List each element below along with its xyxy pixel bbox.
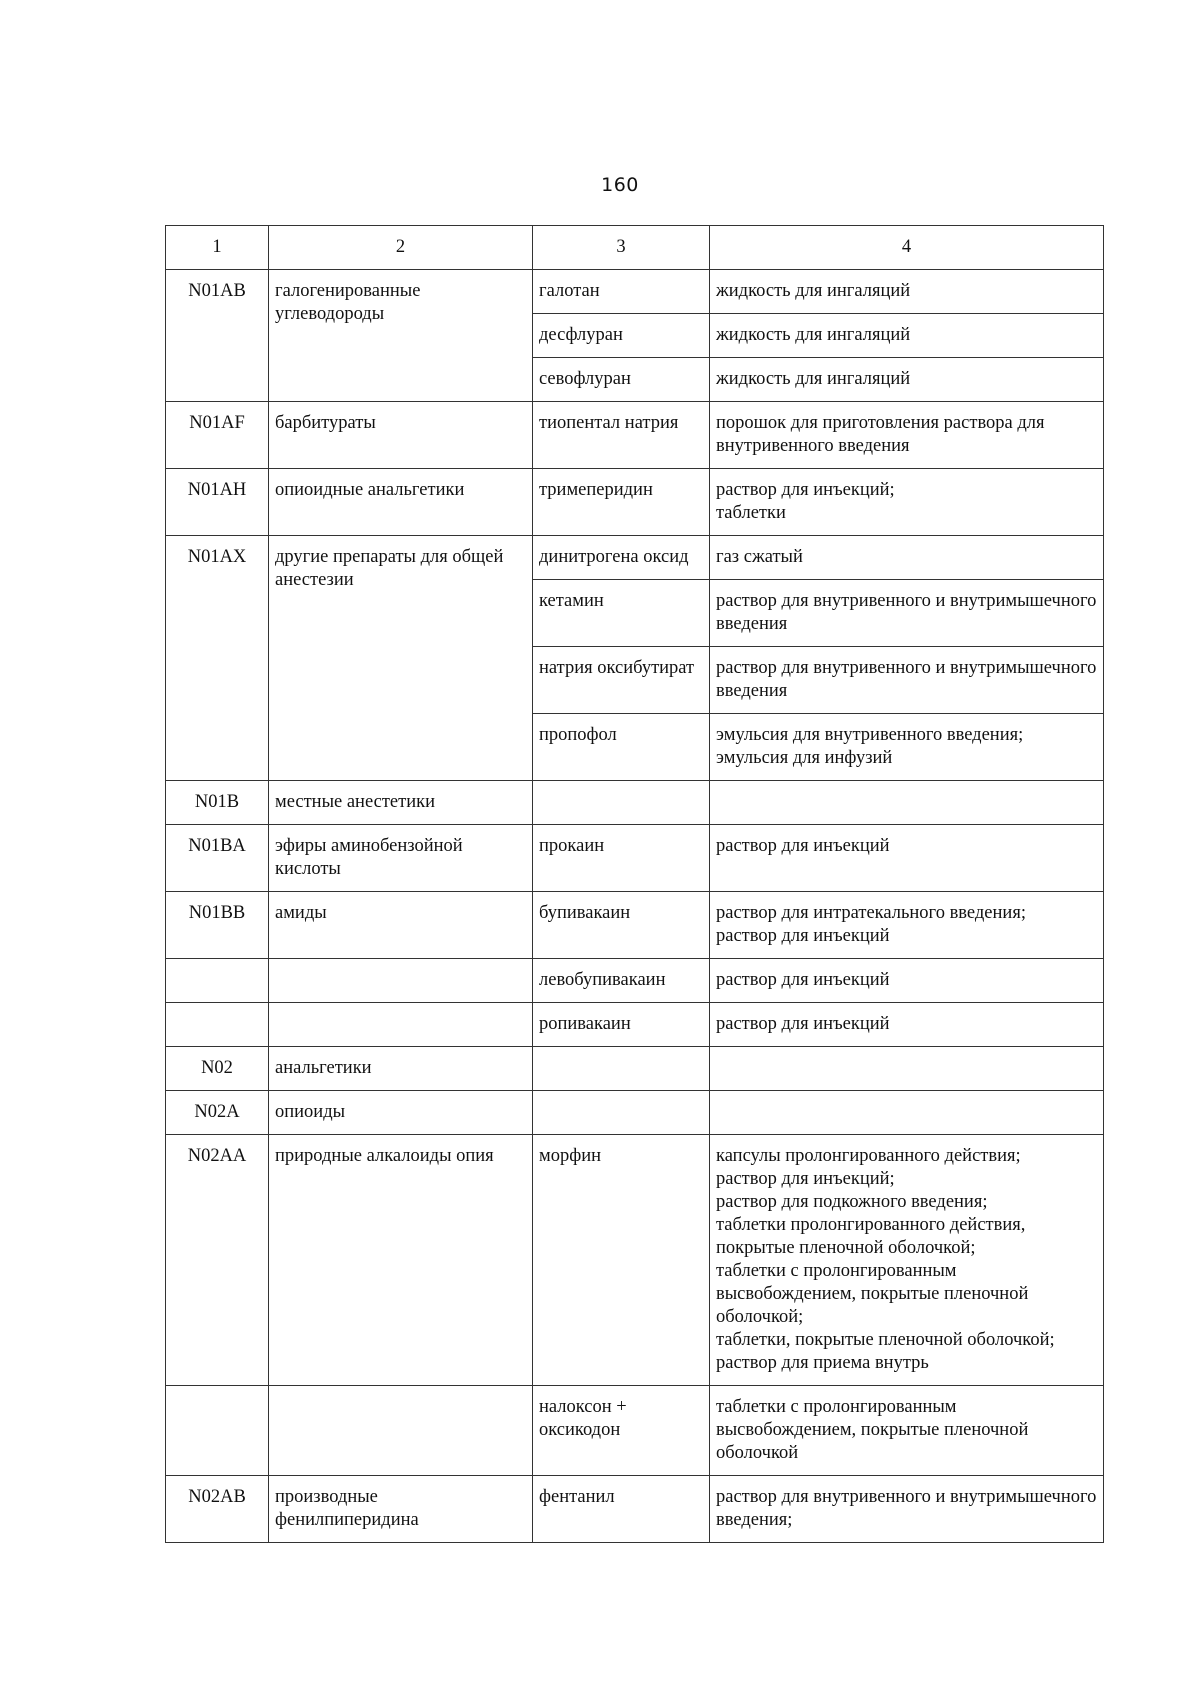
dosage-form-cell: раствор для внутривенного и внутримышечного введения (710, 580, 1104, 647)
atc-code-cell: N02A (166, 1091, 269, 1135)
drug-name-cell: галотан (533, 270, 710, 314)
atc-code-cell: N02AA (166, 1135, 269, 1386)
group-description-cell: опиоиды (269, 1091, 533, 1135)
dosage-form-cell: эмульсия для внутривенного введения; эмульсия для инфузий (710, 714, 1104, 781)
drug-name-cell: прокаин (533, 825, 710, 892)
dosage-form-cell: жидкость для ингаляций (710, 270, 1104, 314)
atc-code-cell: N01AF (166, 402, 269, 469)
dosage-form-cell: раствор для инъекций; таблетки (710, 469, 1104, 536)
drug-name-cell (533, 781, 710, 825)
atc-code-cell: N01B (166, 781, 269, 825)
dosage-form-cell: порошок для приготовления раствора для внутривенного введения (710, 402, 1104, 469)
drug-name-cell (533, 1091, 710, 1135)
table-row (166, 1386, 1104, 1476)
drug-table (165, 225, 1104, 1543)
atc-code-cell: N01AX (166, 536, 269, 781)
group-description-cell: амиды (269, 892, 533, 959)
dosage-form-cell: жидкость для ингаляций (710, 358, 1104, 402)
column-header-4: 4 (710, 226, 1104, 270)
group-description-cell (269, 959, 533, 1003)
drug-name-cell: динитрогена оксид (533, 536, 710, 580)
group-description-cell: опиоидные анальгетики (269, 469, 533, 536)
drug-name-cell: севофлуран (533, 358, 710, 402)
dosage-form-cell (710, 1047, 1104, 1091)
group-description-cell: галогенированные углеводороды (269, 270, 533, 402)
table-row (166, 1047, 1104, 1091)
group-description-cell: анальгетики (269, 1047, 533, 1091)
table-row (166, 536, 1104, 580)
atc-code-cell: N02AB (166, 1476, 269, 1543)
table-row (166, 959, 1104, 1003)
table-header-row (166, 226, 1104, 270)
table-row (166, 469, 1104, 536)
table-row (166, 270, 1104, 314)
dosage-form-cell: раствор для инъекций (710, 1003, 1104, 1047)
dosage-form-cell (710, 1091, 1104, 1135)
dosage-form-cell: жидкость для ингаляций (710, 314, 1104, 358)
drug-name-cell: левобупивакаин (533, 959, 710, 1003)
group-description-cell: производные фенилпиперидина (269, 1476, 533, 1543)
dosage-form-cell: раствор для интратекального введения; раствор для инъекций (710, 892, 1104, 959)
atc-code-cell (166, 1386, 269, 1476)
atc-code-cell (166, 959, 269, 1003)
dosage-form-cell: раствор для внутривенного и внутримышечного введения (710, 647, 1104, 714)
atc-code-cell: N01AH (166, 469, 269, 536)
atc-code-cell: N01BA (166, 825, 269, 892)
atc-code-cell: N02 (166, 1047, 269, 1091)
table-row (166, 1135, 1104, 1386)
group-description-cell: природные алкалоиды опия (269, 1135, 533, 1386)
dosage-form-cell: капсулы пролонгированного действия; раствор для инъекций; раствор для подкожного введения; таблетки пролонгированного действия, покрытые пленочной оболочкой; таблетки с пролонгированным высвобождением, покрытые пленочной оболочкой; таблетки, покрытые пленочной оболочкой; раствор для приема внутрь (710, 1135, 1104, 1386)
drug-name-cell: кетамин (533, 580, 710, 647)
column-header-3: 3 (533, 226, 710, 270)
table-row (166, 892, 1104, 959)
table-row (166, 1003, 1104, 1047)
table-row (166, 1476, 1104, 1543)
table-row (166, 402, 1104, 469)
dosage-form-cell: раствор для инъекций (710, 959, 1104, 1003)
group-description-cell (269, 1386, 533, 1476)
table-row (166, 781, 1104, 825)
dosage-form-cell: таблетки с пролонгированным высвобождением, покрытые пленочной оболочкой (710, 1386, 1104, 1476)
table-row (166, 1091, 1104, 1135)
group-description-cell: барбитураты (269, 402, 533, 469)
group-description-cell: другие препараты для общей анестезии (269, 536, 533, 781)
drug-name-cell: пропофол (533, 714, 710, 781)
drug-name-cell: бупивакаин (533, 892, 710, 959)
column-header-1: 1 (166, 226, 269, 270)
drug-name-cell: тримеперидин (533, 469, 710, 536)
group-description-cell: местные анестетики (269, 781, 533, 825)
atc-code-cell: N01BB (166, 892, 269, 959)
table-row (166, 825, 1104, 892)
dosage-form-cell: газ сжатый (710, 536, 1104, 580)
group-description-cell (269, 1003, 533, 1047)
drug-name-cell (533, 1047, 710, 1091)
atc-code-cell (166, 1003, 269, 1047)
atc-code-cell: N01AB (166, 270, 269, 402)
drug-name-cell: налоксон + оксикодон (533, 1386, 710, 1476)
drug-name-cell: ропивакаин (533, 1003, 710, 1047)
dosage-form-cell (710, 781, 1104, 825)
drug-name-cell: морфин (533, 1135, 710, 1386)
drug-name-cell: десфлуран (533, 314, 710, 358)
column-header-2: 2 (269, 226, 533, 270)
drug-name-cell: натрия оксибутират (533, 647, 710, 714)
drug-name-cell: тиопентал натрия (533, 402, 710, 469)
dosage-form-cell: раствор для внутривенного и внутримышечного введения; (710, 1476, 1104, 1543)
page-number: 160 (601, 174, 639, 196)
dosage-form-cell: раствор для инъекций (710, 825, 1104, 892)
drug-name-cell: фентанил (533, 1476, 710, 1543)
group-description-cell: эфиры аминобензойной кислоты (269, 825, 533, 892)
